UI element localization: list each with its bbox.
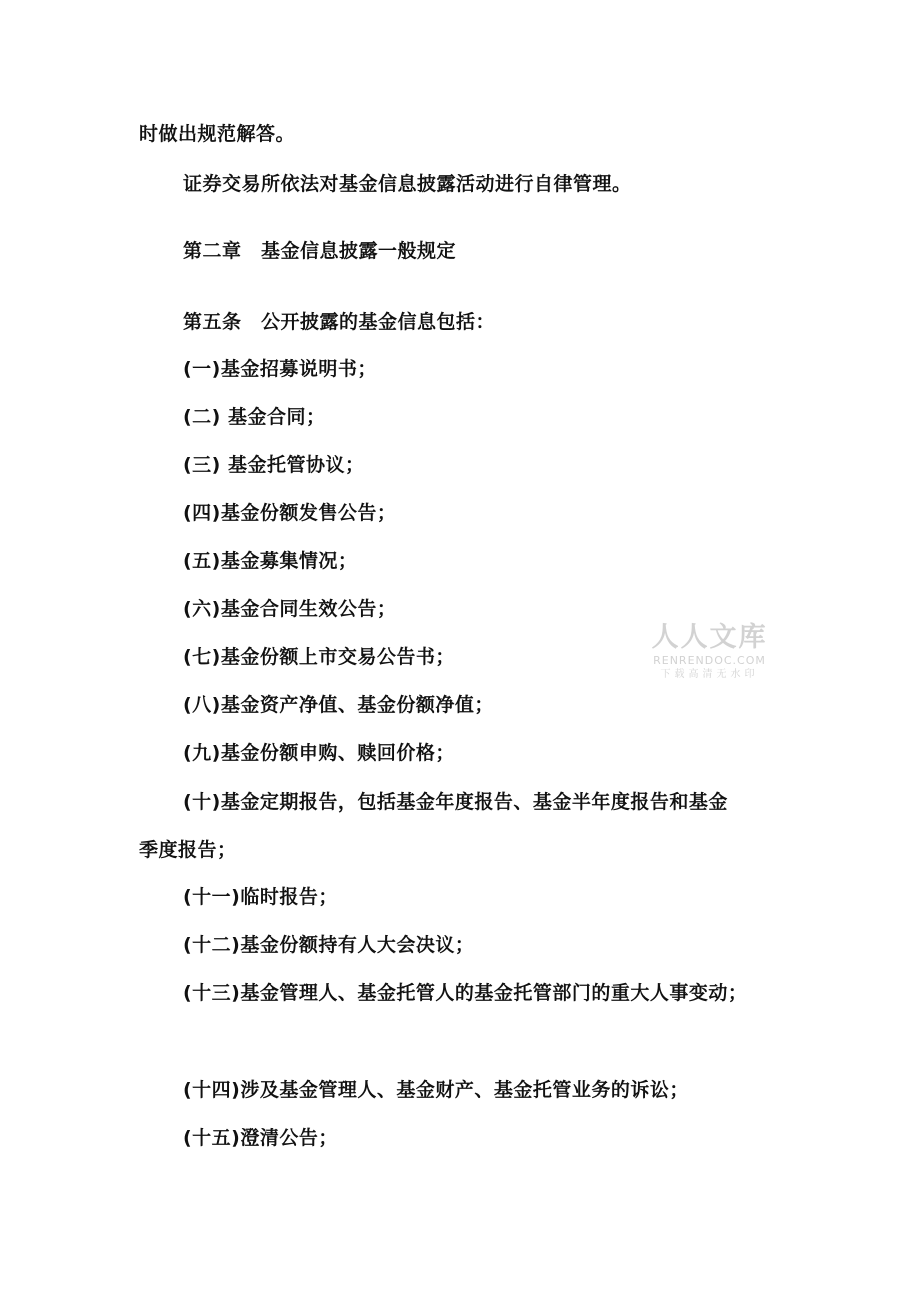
chapter-heading: 第二章 基金信息披露一般规定: [183, 240, 457, 262]
list-item: (五)基金募集情况；: [183, 550, 358, 572]
list-item: (六)基金合同生效公告；: [183, 598, 397, 620]
text-line: 证券交易所依法对基金信息披露活动进行自律管理。: [183, 173, 632, 195]
list-item: (二) 基金合同；: [183, 406, 326, 428]
list-item: (八)基金资产净值、基金份额净值；: [183, 694, 494, 716]
list-item: (十三)基金管理人、基金托管人的基金托管部门的重大人事变动；: [183, 982, 748, 1004]
list-item: (十二)基金份额持有人大会决议；: [183, 934, 475, 956]
list-item: (十五)澄清公告；: [183, 1127, 338, 1149]
list-item-continuation: 季度报告；: [139, 839, 237, 861]
list-item: (十一)临时报告；: [183, 886, 338, 908]
watermark-tagline: 下载高清无水印: [660, 669, 759, 680]
text-line: 时做出规范解答。: [139, 123, 296, 145]
list-item: (四)基金份额发售公告；: [183, 502, 397, 524]
list-item: (九)基金份额申购、赎回价格；: [183, 742, 455, 764]
watermark-domain: RENRENDOC.COM: [653, 654, 766, 667]
list-item: (七)基金份额上市交易公告书；: [183, 646, 455, 668]
list-item: (一)基金招募说明书；: [183, 358, 377, 380]
watermark-logo: [642, 622, 777, 682]
watermark-brand: 人人文库: [651, 622, 768, 653]
list-item: (十)基金定期报告，包括基金年度报告、基金半年度报告和基金: [183, 791, 728, 813]
list-item: (三) 基金托管协议；: [183, 454, 365, 476]
list-item: (十四)涉及基金管理人、基金财产、基金托管业务的诉讼；: [183, 1079, 689, 1101]
article-heading: 第五条 公开披露的基金信息包括：: [183, 311, 496, 333]
